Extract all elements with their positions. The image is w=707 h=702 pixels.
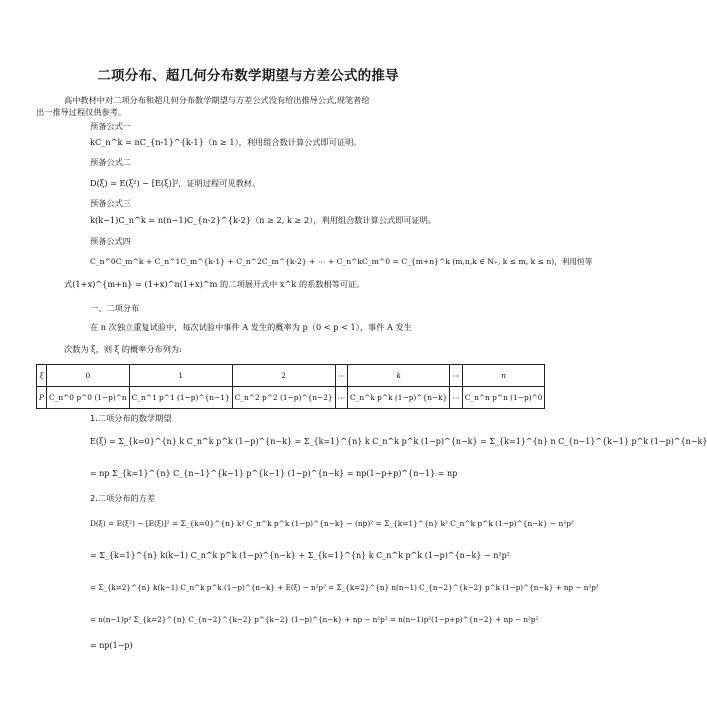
intro-line-2: 出一推导过程仅供参考。 bbox=[36, 107, 127, 117]
table-cell: 2 bbox=[232, 365, 335, 387]
formula1-text: kC_n^k = nC_{n-1}^{k-1}（n ≥ 1），利用组合数计算公式即可证明。 bbox=[90, 137, 362, 147]
table-cell: C_n^n p^n (1−p)^0 bbox=[462, 387, 545, 409]
formula4-text: C_n^0C_m^k + C_n^1C_m^{k-1} + C_n^2C_m^{k-2} + ⋯ + C_n^kC_m^0 = C_{m+n}^k (m,n,k ∈ N₊, k ≤ m, k ≤ n)，利用恒等 bbox=[90, 257, 593, 266]
table-cell: ⋯ bbox=[450, 365, 462, 387]
formula3-heading: 预备公式三 bbox=[90, 198, 131, 208]
table-cell: 0 bbox=[46, 365, 129, 387]
expectation-line-2: = np Σ_{k=1}^{n} C_{n−1}^{k−1} p^{k−1} (1−p)^{n−k} = np(1−p+p)^{n−1} = np bbox=[90, 469, 458, 478]
formula4-heading: 预备公式四 bbox=[90, 236, 131, 246]
table-cell: ⋯ bbox=[450, 387, 462, 409]
formula4-text-2: 式(1+x)^{m+n} = (1+x)^n(1+x)^m 的二项展开式中 x^k 的系数相等可证。 bbox=[64, 279, 365, 289]
intro-line-1: 高中教材中对二项分布和超几何分布数学期望与方差公式没有给出推导公式,现笔者给 bbox=[64, 95, 370, 105]
variance-line-2: = Σ_{k=1}^{n} k(k−1) C_n^k p^k (1−p)^{n−k} + Σ_{k=1}^{n} k C_n^k p^k (1−p)^{n−k} − n²p² bbox=[90, 551, 510, 560]
table-cell: ⋯ bbox=[335, 365, 347, 387]
table-header-row bbox=[37, 365, 545, 387]
table-cell: 1 bbox=[129, 365, 232, 387]
variance-line-1: D(ξ) = E(ξ²) − [E(ξ)]² = Σ_{k=0}^{n} k² C_n^k p^k (1−p)^{n−k} − (np)² = Σ_{k=1}^{n} k² C_n^k p^k (1−p)^{n−k} − n²p² bbox=[90, 519, 574, 528]
formula3-text: k(k−1)C_n^k = n(n−1)C_{n-2}^{k-2}（n ≥ 2, k ≥ 2），利用组合数计算公式即可证明。 bbox=[90, 215, 437, 225]
table-row bbox=[37, 387, 545, 409]
table-cell: ⋯ bbox=[335, 387, 347, 409]
table-cell: C_n^k p^k (1−p)^{n−k} bbox=[348, 387, 450, 409]
subsection-expectation: 1.二项分布的数学期望 bbox=[90, 413, 172, 423]
table-cell: ξ bbox=[37, 365, 47, 387]
section-binomial: 一、二项分布 bbox=[90, 303, 140, 313]
table-cell: P bbox=[37, 387, 47, 409]
variance-line-4: = n(n−1)p² Σ_{k=2}^{n} C_{n−2}^{k−2} p^{k−2} (1−p)^{n−k} + np − n²p² = n(n−1)p²(1−p+p)^{n−2} + np − n²p² bbox=[90, 615, 539, 624]
formula2-text: D(ξ) = E(ξ²) − [E(ξ)]²，证明过程可见教材。 bbox=[90, 178, 261, 188]
formula2-heading: 预备公式二 bbox=[90, 157, 131, 167]
document-title: 二项分布、超几何分布数学期望与方差公式的推导 bbox=[97, 68, 399, 84]
expectation-line-1: E(ξ) = Σ_{k=0}^{n} k C_n^k p^k (1−p)^{n−k} = Σ_{k=1}^{n} k C_n^k p^k (1−p)^{n−k} = Σ_{k=1}^{n} n C_{n−1}^{k−1} p^k (1−p)^{n−k} bbox=[90, 437, 707, 446]
table-cell: C_n^2 p^2 (1−p)^{n−2} bbox=[232, 387, 335, 409]
table-cell: C_n^0 p^0 (1−p)^n bbox=[46, 387, 129, 409]
table-cell: C_n^1 p^1 (1−p)^{n−1} bbox=[129, 387, 232, 409]
variance-line-3: = Σ_{k=2}^{n} k(k−1) C_n^k p^k (1−p)^{n−k} + E(ξ) − n²p² = Σ_{k=2}^{n} n(n−1) C_{n−2}^{k−2} p^k (1−p)^{n−k} + np − n²p² bbox=[90, 583, 599, 592]
table-cell: k bbox=[348, 365, 450, 387]
variance-line-5: = np(1−p) bbox=[90, 641, 133, 650]
subsection-variance: 2.二项分布的方差 bbox=[90, 493, 156, 503]
formula1-heading: 预备公式一 bbox=[90, 121, 131, 131]
table-cell: n bbox=[462, 365, 545, 387]
binomial-description-2: 次数为 ξ，则 ξ 的概率分布列为: bbox=[64, 344, 182, 354]
binomial-description-1: 在 n 次独立重复试验中，每次试验中事件 A 发生的概率为 p（0 < p < 1），事件 A 发生 bbox=[90, 322, 412, 332]
distribution-table bbox=[36, 364, 545, 409]
